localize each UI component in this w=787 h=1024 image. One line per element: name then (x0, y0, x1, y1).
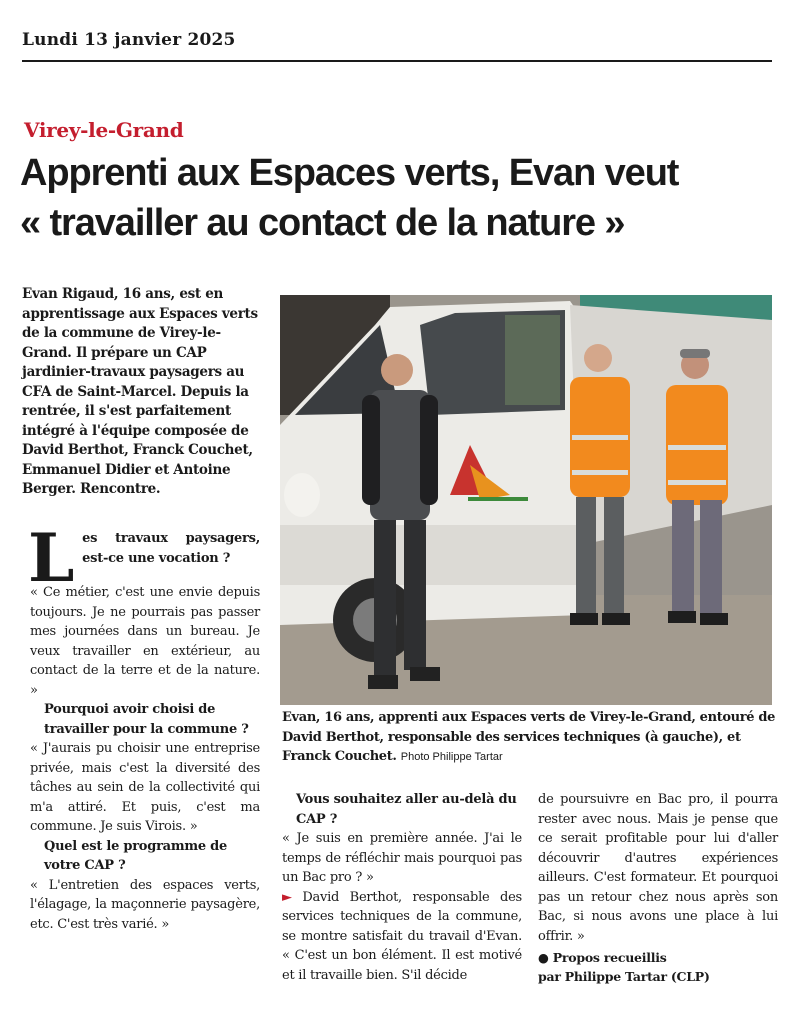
photo-credit: Photo Philippe Tartar (400, 751, 503, 763)
article-column-2 (282, 790, 522, 985)
page-date: Lundi 13 janvier 2025 (22, 30, 236, 50)
article-photo (280, 295, 772, 705)
answer-5 (282, 888, 522, 986)
question-4: Vous souhaitez aller au-delà du CAP ? (296, 792, 517, 827)
byline-line-1: ● Propos recueillis (538, 950, 667, 965)
question-3: Quel est le programme de votre CAP ? (44, 838, 228, 873)
article-column-1 (28, 519, 260, 934)
drop-cap: L (28, 519, 75, 597)
byline (538, 948, 778, 986)
byline-line-2: par Philippe Tartar (CLP) (538, 969, 710, 984)
photo-caption (282, 708, 777, 767)
answer-1: « Ce métier, c'est une envie depuis toujours. Je ne pourrais pas passer mes journées dans un bureau. Je veux travailler en extérieur, au contact de la terre et de la nature. » (30, 585, 260, 698)
answer-3: « L'entretien des espaces verts, l'élagage, la maçonnerie paysagère, etc. C'est très varié. » (30, 877, 260, 932)
article-kicker: Virey-le-Grand (24, 118, 184, 142)
header-rule (22, 60, 772, 62)
answer-2: « J'aurais pu choisir une entreprise privée, mais c'est la diversité des tâches au sein de la collectivité qui m'a attiré. Et puis, c'est ma commune. Je suis Virois. » (30, 741, 260, 834)
question-1: es travaux paysagers, est-ce une vocation ? (82, 531, 260, 566)
article-column-3 (538, 790, 778, 986)
photo-illustration (280, 295, 772, 705)
answer-6: de poursuivre en Bac pro, il pourra rester avec nous. Mais je pense que ce serait profitable pour lui d'aller découvrir d'autres expériences ailleurs. C'est formateur. Et pourquoi pas un retour chez nous après son Bac, si nous avons une place à lui offrir. » (538, 792, 778, 944)
answer-5-text: David Berthot, responsable des services techniques de la commune, se montre satisfait du travail d'Evan. « C'est un bon élément. Il est motivé et il travaille bien. S'il décide (282, 889, 522, 983)
headline-line-2: « travailler au contact de la nature » (20, 202, 625, 244)
answer-4: « Je suis en première année. J'ai le temps de réfléchir mais pourquoi pas un Bac pro ? » (282, 831, 522, 885)
article-headline (20, 148, 787, 248)
arrow-icon: ► (282, 889, 292, 905)
question-2: Pourquoi avoir choisi de travailler pour la commune ? (44, 702, 249, 737)
article-standfirst: Evan Rigaud, 16 ans, est en apprentissage aux Espaces verts de la commune de Virey-le-Grand. Il prépare un CAP jardinier-travaux paysagers au CFA de Saint-Marcel. Depuis la rentrée, il s'est parfaitement intégré à l'équipe composée de David Berthot, Franck Couchet, Emmanuel Didier et Antoine Berger. Rencontre. (22, 286, 258, 497)
caption-text: Evan, 16 ans, apprenti aux Espaces verts de Virey-le-Grand, entouré de David Berthot, responsable des services techniques (à gauche), et Franck Couchet. (282, 710, 776, 764)
headline-line-1: Apprenti aux Espaces verts, Evan veut (20, 152, 679, 194)
